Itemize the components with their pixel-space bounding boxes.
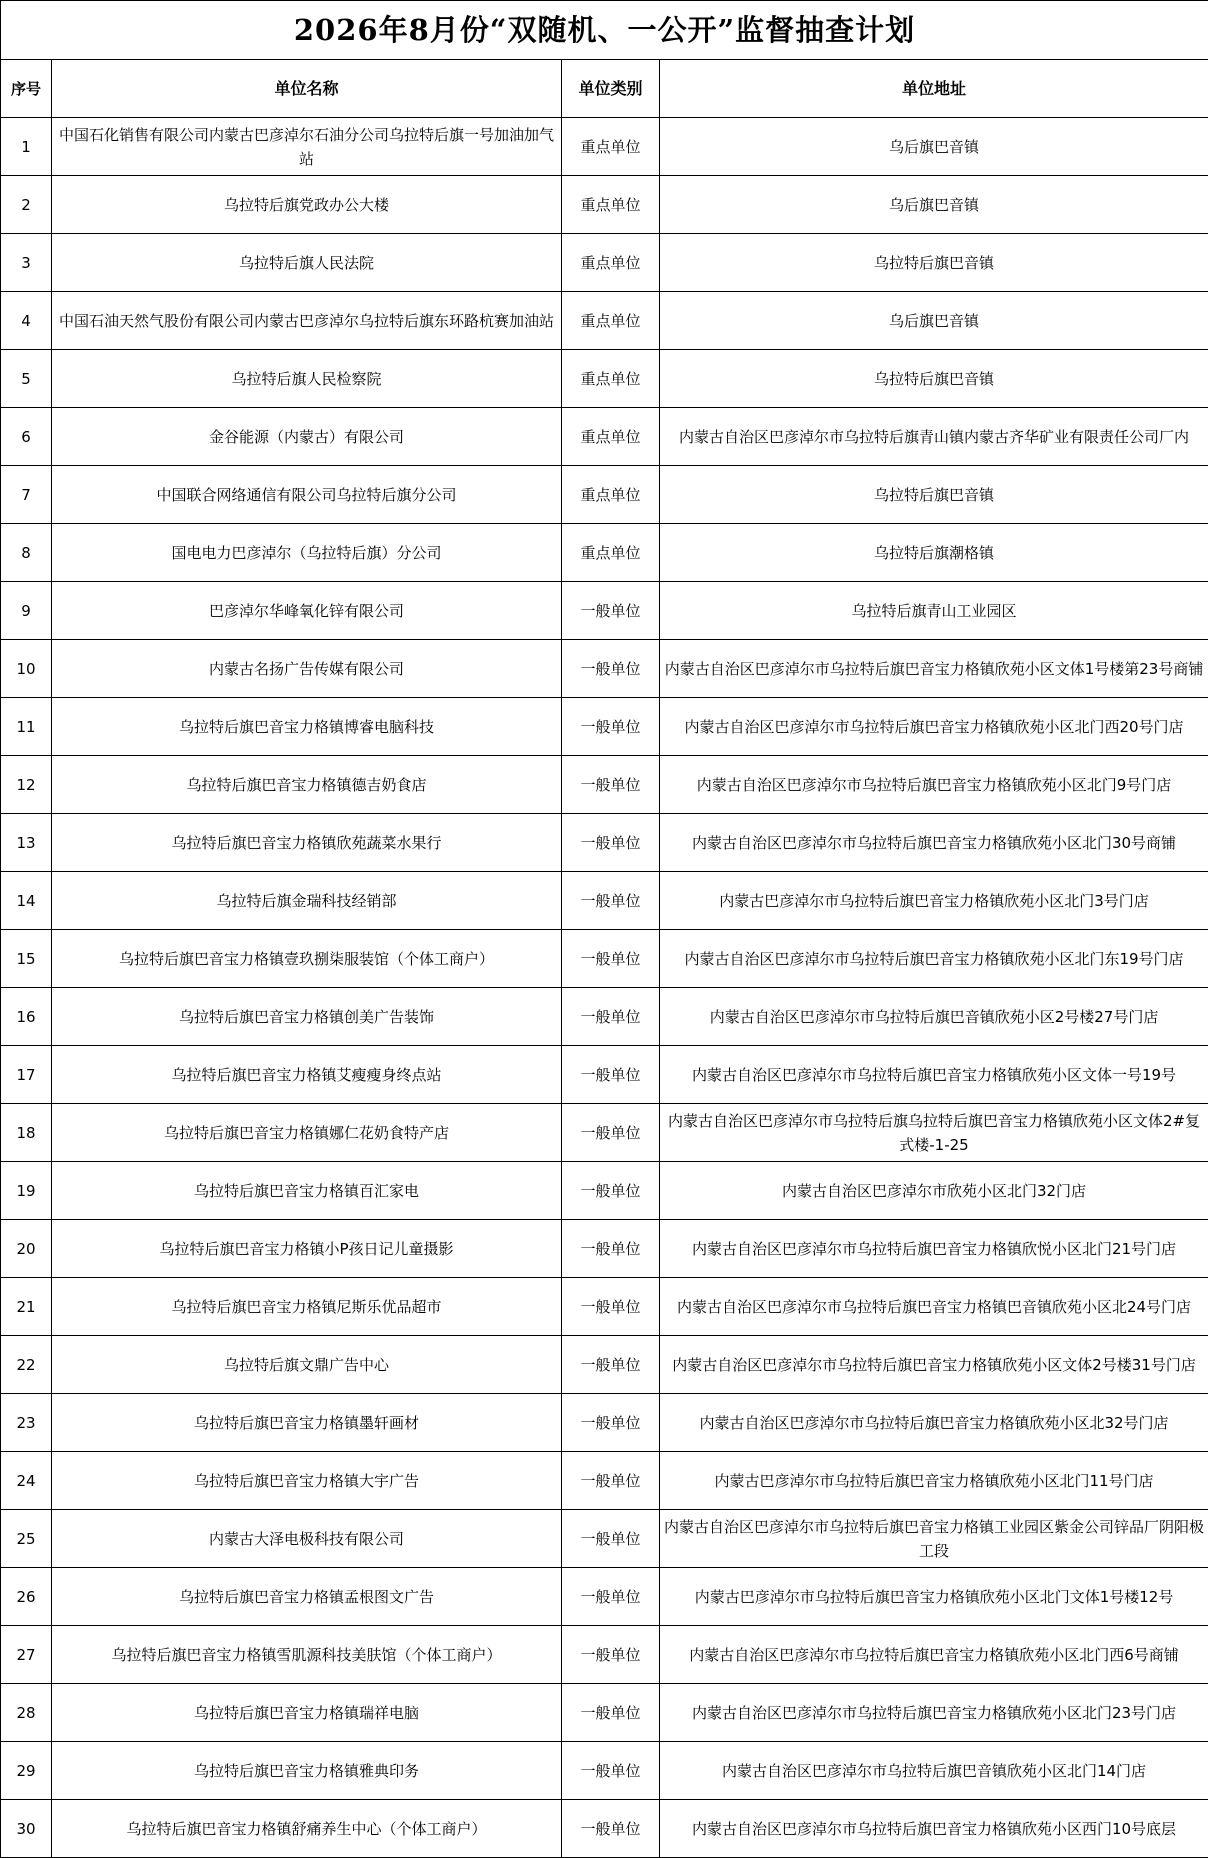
table-row	[1, 1568, 1208, 1626]
row-number: 14	[1, 872, 52, 930]
unit-address: 内蒙古自治区巴彦淖尔市乌拉特后旗巴音宝力格镇欣苑小区北门9号门店	[660, 756, 1208, 814]
unit-type: 一般单位	[562, 1336, 660, 1394]
unit-address: 内蒙古自治区巴彦淖尔市乌拉特后旗巴音宝力格镇工业园区紫金公司锌品厂阴阳极工段	[660, 1510, 1208, 1568]
unit-name: 乌拉特后旗巴音宝力格镇雪肌源科技美肤馆（个体工商户）	[52, 1626, 562, 1684]
unit-name: 金谷能源（内蒙古）有限公司	[52, 408, 562, 466]
unit-address: 乌拉特后旗巴音镇	[660, 234, 1208, 292]
row-number: 28	[1, 1684, 52, 1742]
table-row	[1, 872, 1208, 930]
table-row	[1, 292, 1208, 350]
unit-name: 中国石化销售有限公司内蒙古巴彦淖尔石油分公司乌拉特后旗一号加油加气站	[52, 118, 562, 176]
table-row	[1, 756, 1208, 814]
unit-address: 内蒙古巴彦淖尔市乌拉特后旗巴音宝力格镇欣苑小区北门11号门店	[660, 1452, 1208, 1510]
table-row	[1, 1452, 1208, 1510]
unit-type: 一般单位	[562, 1626, 660, 1684]
unit-name: 巴彦淖尔华峰氧化锌有限公司	[52, 582, 562, 640]
unit-type: 一般单位	[562, 930, 660, 988]
unit-type: 重点单位	[562, 350, 660, 408]
unit-address: 内蒙古自治区巴彦淖尔市乌拉特后旗巴音镇欣苑小区北门14门店	[660, 1742, 1208, 1800]
table-row	[1, 698, 1208, 756]
table-row	[1, 1046, 1208, 1104]
unit-address: 内蒙古自治区巴彦淖尔市乌拉特后旗巴音宝力格镇欣苑小区北门23号门店	[660, 1684, 1208, 1742]
table-row	[1, 1510, 1208, 1568]
table-row	[1, 1800, 1208, 1858]
unit-type: 一般单位	[562, 1104, 660, 1162]
row-number: 30	[1, 1800, 52, 1858]
unit-address: 乌拉特后旗巴音镇	[660, 350, 1208, 408]
table-row	[1, 524, 1208, 582]
column-header-type: 单位类别	[562, 60, 660, 118]
row-number: 20	[1, 1220, 52, 1278]
unit-address: 内蒙古巴彦淖尔市乌拉特后旗巴音宝力格镇欣苑小区北门文体1号楼12号	[660, 1568, 1208, 1626]
row-number: 26	[1, 1568, 52, 1626]
unit-type: 一般单位	[562, 1742, 660, 1800]
unit-name: 乌拉特后旗巴音宝力格镇雅典印务	[52, 1742, 562, 1800]
unit-name: 乌拉特后旗巴音宝力格镇瑞祥电脑	[52, 1684, 562, 1742]
unit-name: 乌拉特后旗巴音宝力格镇娜仁花奶食特产店	[52, 1104, 562, 1162]
table-row	[1, 814, 1208, 872]
unit-address: 内蒙古自治区巴彦淖尔市乌拉特后旗巴音宝力格镇欣苑小区文体1号楼第23号商铺	[660, 640, 1208, 698]
table-row	[1, 176, 1208, 234]
unit-type: 一般单位	[562, 1684, 660, 1742]
table-row	[1, 1684, 1208, 1742]
table-row	[1, 466, 1208, 524]
table-row	[1, 1626, 1208, 1684]
unit-name: 乌拉特后旗巴音宝力格镇德吉奶食店	[52, 756, 562, 814]
row-number: 11	[1, 698, 52, 756]
row-number: 18	[1, 1104, 52, 1162]
row-number: 21	[1, 1278, 52, 1336]
unit-type: 重点单位	[562, 234, 660, 292]
unit-name: 乌拉特后旗人民检察院	[52, 350, 562, 408]
table-row	[1, 1742, 1208, 1800]
unit-address: 乌拉特后旗青山工业园区	[660, 582, 1208, 640]
unit-type: 一般单位	[562, 1800, 660, 1858]
unit-name: 乌拉特后旗巴音宝力格镇创美广告装饰	[52, 988, 562, 1046]
table-row	[1, 1104, 1208, 1162]
unit-address: 内蒙古自治区巴彦淖尔市乌拉特后旗巴音镇欣苑小区2号楼27号门店	[660, 988, 1208, 1046]
row-number: 13	[1, 814, 52, 872]
row-number: 5	[1, 350, 52, 408]
unit-name: 乌拉特后旗巴音宝力格镇舒痛养生中心（个体工商户）	[52, 1800, 562, 1858]
unit-type: 重点单位	[562, 176, 660, 234]
unit-address: 内蒙古自治区巴彦淖尔市乌拉特后旗巴音宝力格镇欣苑小区西门10号底层	[660, 1800, 1208, 1858]
unit-type: 一般单位	[562, 756, 660, 814]
unit-address: 乌后旗巴音镇	[660, 176, 1208, 234]
title-row	[1, 1, 1208, 60]
table-row	[1, 350, 1208, 408]
unit-type: 一般单位	[562, 1510, 660, 1568]
unit-address: 内蒙古自治区巴彦淖尔市乌拉特后旗巴音宝力格镇欣苑小区北门西20号门店	[660, 698, 1208, 756]
row-number: 29	[1, 1742, 52, 1800]
unit-type: 一般单位	[562, 1046, 660, 1104]
unit-type: 一般单位	[562, 1568, 660, 1626]
unit-type: 重点单位	[562, 292, 660, 350]
unit-type: 重点单位	[562, 524, 660, 582]
unit-name: 乌拉特后旗巴音宝力格镇欣苑蔬菜水果行	[52, 814, 562, 872]
unit-type: 一般单位	[562, 698, 660, 756]
column-header-name: 单位名称	[52, 60, 562, 118]
unit-name: 内蒙古大泽电极科技有限公司	[52, 1510, 562, 1568]
unit-name: 乌拉特后旗文鼎广告中心	[52, 1336, 562, 1394]
table-row	[1, 930, 1208, 988]
unit-name: 乌拉特后旗巴音宝力格镇博睿电脑科技	[52, 698, 562, 756]
column-header-row	[1, 60, 1208, 118]
unit-address: 内蒙古自治区巴彦淖尔市乌拉特后旗巴音宝力格镇欣苑小区文体一号19号	[660, 1046, 1208, 1104]
unit-type: 一般单位	[562, 1452, 660, 1510]
unit-name: 乌拉特后旗金瑞科技经销部	[52, 872, 562, 930]
unit-type: 一般单位	[562, 582, 660, 640]
table-row	[1, 582, 1208, 640]
table-row	[1, 1394, 1208, 1452]
column-header-address: 单位地址	[660, 60, 1208, 118]
table-row	[1, 118, 1208, 176]
table-row	[1, 408, 1208, 466]
column-header-no: 序号	[1, 60, 52, 118]
unit-name: 乌拉特后旗人民法院	[52, 234, 562, 292]
unit-name: 乌拉特后旗巴音宝力格镇大宇广告	[52, 1452, 562, 1510]
unit-name: 中国联合网络通信有限公司乌拉特后旗分公司	[52, 466, 562, 524]
unit-address: 内蒙古自治区巴彦淖尔市乌拉特后旗青山镇内蒙古齐华矿业有限责任公司厂内	[660, 408, 1208, 466]
row-number: 22	[1, 1336, 52, 1394]
unit-address: 乌拉特后旗巴音镇	[660, 466, 1208, 524]
unit-address: 内蒙古自治区巴彦淖尔市乌拉特后旗巴音宝力格镇欣苑小区北32号门店	[660, 1394, 1208, 1452]
unit-address: 内蒙古自治区巴彦淖尔市乌拉特后旗巴音宝力格镇欣苑小区北门东19号门店	[660, 930, 1208, 988]
row-number: 2	[1, 176, 52, 234]
unit-name: 乌拉特后旗巴音宝力格镇艾瘦瘦身终点站	[52, 1046, 562, 1104]
row-number: 7	[1, 466, 52, 524]
unit-type: 一般单位	[562, 1220, 660, 1278]
unit-type: 一般单位	[562, 872, 660, 930]
unit-type: 一般单位	[562, 640, 660, 698]
row-number: 16	[1, 988, 52, 1046]
row-number: 6	[1, 408, 52, 466]
row-number: 4	[1, 292, 52, 350]
row-number: 1	[1, 118, 52, 176]
unit-type: 一般单位	[562, 988, 660, 1046]
unit-address: 内蒙古巴彦淖尔市乌拉特后旗巴音宝力格镇欣苑小区北门3号门店	[660, 872, 1208, 930]
row-number: 8	[1, 524, 52, 582]
unit-name: 国电电力巴彦淖尔（乌拉特后旗）分公司	[52, 524, 562, 582]
table-row	[1, 1220, 1208, 1278]
table-body	[1, 118, 1208, 1858]
table-row	[1, 1162, 1208, 1220]
row-number: 25	[1, 1510, 52, 1568]
unit-name: 乌拉特后旗巴音宝力格镇小P孩日记儿童摄影	[52, 1220, 562, 1278]
unit-address: 内蒙古自治区巴彦淖尔市欣苑小区北门32门店	[660, 1162, 1208, 1220]
unit-name: 乌拉特后旗巴音宝力格镇百汇家电	[52, 1162, 562, 1220]
unit-address: 乌后旗巴音镇	[660, 292, 1208, 350]
unit-name: 乌拉特后旗巴音宝力格镇尼斯乐优品超市	[52, 1278, 562, 1336]
unit-address: 内蒙古自治区巴彦淖尔市乌拉特后旗巴音宝力格镇欣悦小区北门21号门店	[660, 1220, 1208, 1278]
row-number: 9	[1, 582, 52, 640]
row-number: 12	[1, 756, 52, 814]
page-title: 2026年8月份“双随机、一公开”监督抽查计划	[1, 1, 1208, 60]
unit-type: 一般单位	[562, 814, 660, 872]
table-row	[1, 234, 1208, 292]
unit-name: 乌拉特后旗党政办公大楼	[52, 176, 562, 234]
unit-address: 内蒙古自治区巴彦淖尔市乌拉特后旗巴音宝力格镇欣苑小区北门西6号商铺	[660, 1626, 1208, 1684]
unit-type: 重点单位	[562, 118, 660, 176]
unit-type: 一般单位	[562, 1278, 660, 1336]
row-number: 23	[1, 1394, 52, 1452]
table-row	[1, 988, 1208, 1046]
unit-type: 重点单位	[562, 408, 660, 466]
row-number: 17	[1, 1046, 52, 1104]
unit-name: 乌拉特后旗巴音宝力格镇壹玖捌柒服装馆（个体工商户）	[52, 930, 562, 988]
unit-address: 内蒙古自治区巴彦淖尔市乌拉特后旗巴音宝力格镇巴音镇欣苑小区北24号门店	[660, 1278, 1208, 1336]
unit-address: 内蒙古自治区巴彦淖尔市乌拉特后旗乌拉特后旗巴音宝力格镇欣苑小区文体2#复式楼-1-25	[660, 1104, 1208, 1162]
table-row	[1, 1336, 1208, 1394]
row-number: 24	[1, 1452, 52, 1510]
unit-address: 乌拉特后旗潮格镇	[660, 524, 1208, 582]
unit-address: 内蒙古自治区巴彦淖尔市乌拉特后旗巴音宝力格镇欣苑小区北门30号商铺	[660, 814, 1208, 872]
row-number: 15	[1, 930, 52, 988]
unit-address: 乌后旗巴音镇	[660, 118, 1208, 176]
unit-name: 乌拉特后旗巴音宝力格镇孟根图文广告	[52, 1568, 562, 1626]
row-number: 10	[1, 640, 52, 698]
unit-type: 一般单位	[562, 1162, 660, 1220]
table-row	[1, 640, 1208, 698]
unit-type: 一般单位	[562, 1394, 660, 1452]
unit-name: 乌拉特后旗巴音宝力格镇墨轩画材	[52, 1394, 562, 1452]
row-number: 19	[1, 1162, 52, 1220]
row-number: 27	[1, 1626, 52, 1684]
row-number: 3	[1, 234, 52, 292]
unit-type: 重点单位	[562, 466, 660, 524]
table-row	[1, 1278, 1208, 1336]
unit-name: 中国石油天然气股份有限公司内蒙古巴彦淖尔乌拉特后旗东环路杭赛加油站	[52, 292, 562, 350]
unit-name: 内蒙古名扬广告传媒有限公司	[52, 640, 562, 698]
unit-address: 内蒙古自治区巴彦淖尔市乌拉特后旗巴音宝力格镇欣苑小区文体2号楼31号门店	[660, 1336, 1208, 1394]
